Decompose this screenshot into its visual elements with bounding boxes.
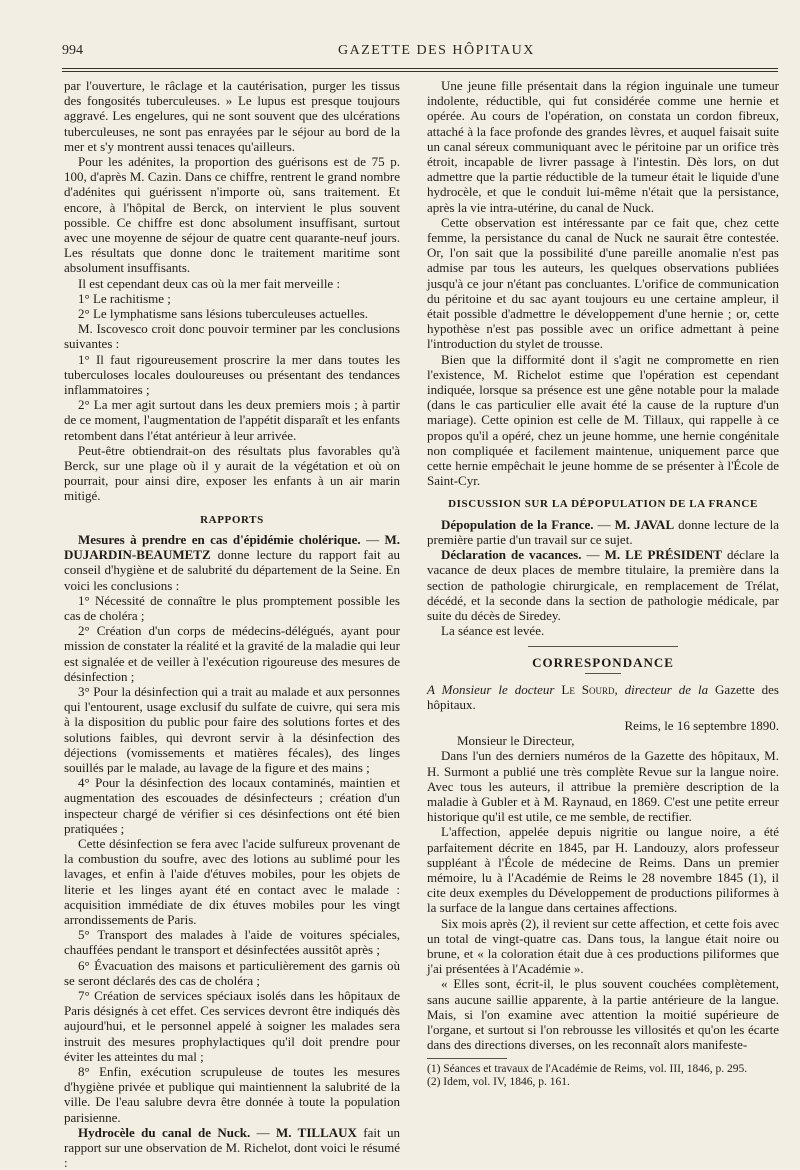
paragraph: La séance est levée. [441, 623, 545, 639]
paragraph: Il est cependant deux cas où la mer fait merveille : [78, 275, 341, 291]
list-item: 6° Évacuation des maisons et particulièrement des garnis où se seront déclarés des cas de choléra ; [64, 957, 400, 988]
paragraph: par l'ouverture, le râclage et la cautérisation, purger les tissus des fongosités tuberculeuses. » Le lupus est presque toujours aggravé. Les engelures, qui ne sont souvent que des ulcérations tuberculeuses, ne sont pas enrayées par le séjour au bord de la mer et s'y montrent aussi tenaces qu'ailleurs. [64, 78, 400, 154]
paragraph-text: fait un rapport sur une observation de M. Richelot, dont voici le résumé : [64, 1124, 400, 1170]
section-heading-rapports: RAPPORTS [200, 513, 264, 526]
paragraph: 2° La mer agit surtout dans les deux premiers mois ; à partir de ce moment, l'augmentation de l'appétit disparaît et les enfants retombent dans l'état antérieur à leur arrivée. [64, 397, 400, 443]
page-number: 994 [62, 43, 83, 58]
list-item: 4° Pour la désinfection des locaux contaminés, maintien et augmentation des escouades de désinfecteurs ; création d'un inspecteur chargé de vérifier si ces désinfections ont été bien pratiquées ; [64, 775, 400, 836]
footnote: (2) Idem, vol. IV, 1846, p. 161. [427, 1076, 570, 1089]
list-item: 2° Création d'un corps de médecins-délégués, ayant pour mission de constater la réalité et la gravité de la maladie qui leur est signalée et de veiller à l'exécution rigoureuse des mesures de désinfection ; [64, 623, 400, 684]
right-column [427, 78, 779, 1089]
list-item: 1° Nécessité de connaître le plus promptement possible les cas de choléra ; [64, 592, 400, 623]
paragraph: Peut-être obtiendrait-on des résultats plus favorables qu'à Berck, sur une plage où il y aurait de la végétation et où on pourrait, pour ainsi dire, exposer les enfants à un air marin mitigé. [64, 442, 400, 504]
letter-salutation: Monsieur le Directeur, [457, 733, 575, 749]
paragraph: Déclaration de vacances. — M. LE PRÉSIDENT déclare la vacance de deux places de membre titulaire, la première dans la section de pathologie chirurgicale, en remplacement de Trélat, décédé, et la seconde dans la section de pathologie médicale, par suite du décès de Siredey. [427, 547, 779, 623]
subsection-title: Dépopulation de la France. [441, 516, 594, 532]
paragraph: Une jeune fille présentait dans la région inguinale une tumeur indolente, réductible, qui fut considérée comme une hernie et opérée. Au cours de l'opération, on constata un cordon fibreux, attaché à la face profonde des grandes lèvres, et auquel faisait suite un canal séreux communiquant avec le péritoine par un orifice très étroit, incapable de livrer passage à l'intestin. Dès lors, on dut admettre que la partie réductible de la tumeur était le liquide d'une hydrocèle, et que le conduit lui-même n'était que la persistance, après la vie intra-utérine, du canal de Nuck. [427, 78, 779, 215]
list-item: 8° Enfin, exécution scrupuleuse de toutes les mesures d'hygiène privée et publique qui maintiennent la salubrité de la ville. De l'eau salubre devra être donnée à toute la population parisienne. [64, 1064, 400, 1125]
address-text: . [472, 696, 476, 712]
subsection-title: Déclaration de vacances. [441, 547, 582, 563]
address-text: , directeur de la [614, 681, 716, 697]
paragraph: « Elles sont, écrit-il, le plus souvent couchées complètement, sans aucune saillie apparente, à la partie antérieure de la langue. Mais, si l'on examine avec attention la moitié supérieure de l'organe, et surtout si l'on rebrousse les villosités et qu'on les écarte dans des directions diverses, on les reconnaît alors manifeste- [427, 976, 779, 1053]
left-column [64, 78, 400, 1170]
paragraph: Cette désinfection se fera avec l'acide sulfureux provenant de la combustion du soufre, avec des lotions au sublimé pour les lavages, et enfin à l'aide d'étuves mobiles, pour les objets de literie et les linges ayant été en contact avec le malade : acquisition immédiate de dix étuves mobiles pour les vingt arrondissements de Paris. [64, 835, 400, 927]
speaker-name: M. TILLAUX [276, 1124, 357, 1140]
short-rule [585, 673, 621, 674]
paragraph: L'affection, appelée depuis nigritie ou langue noire, a été parfaitement décrite en 1845, par H. Landouzy, alors professeur suppléant à l'École de médecine de Reims. Dans un premier mémoire, lu à l'Académie de Reims le 28 novembre 1845 (1), il cite deux exemples du Développement de productions piliformes à la surface de la langue dans certaines affections. [427, 824, 779, 916]
paragraph: 1° Il faut rigoureusement proscrire la mer dans toutes les tuberculoses locales douloureuses ou présentant des tendances inflammatoires ; [64, 351, 400, 398]
section-heading-correspondance: CORRESPONDANCE [532, 655, 674, 671]
list-item: 5° Transport des malades à l'aide de voitures spéciales, chauffées pendant le transport et désinfectées aussitôt après ; [64, 927, 400, 958]
speaker-name: M. DUJARDIN-BEAUMETZ [64, 531, 401, 563]
subsection-title: Hydrocèle du canal de Nuck. [78, 1124, 251, 1140]
paragraph-text: déclare la vacance de deux places de membre titulaire, la première dans la section de pathologie chirurgicale, en remplacement de Trélat, décédé, et la seconde dans la section de pathologie médicale, par suite du décès de Siredey. [427, 547, 779, 623]
paragraph: Dépopulation de la France. — M. JAVAL donne lecture de la première partie d'un travail sur ce sujet. [427, 516, 779, 547]
paragraph: Six mois après (2), il revient sur cette affection, et cette fois avec un total de vingt-quatre cas. Dans tous, la langue était noire ou brune, et « la coloration était due à ces productions piliformes que j'ai présentées à l'Académie ». [427, 915, 779, 977]
paragraph-text: donne lecture du rapport fait au conseil d'hygiène et de salubrité du département de la Seine. En voici les conclusions : [64, 547, 400, 593]
address-text: A Monsieur le docteur [427, 681, 562, 697]
journal-title: GAZETTE DES HÔPITAUX [338, 43, 535, 58]
paragraph-text: donne lecture de la première partie d'un travail sur ce sujet. [427, 516, 779, 547]
letter-date: Reims, le 16 septembre 1890. [624, 717, 779, 733]
paragraph: 2° Le lymphatisme sans lésions tuberculeuses actuelles. [78, 306, 369, 322]
paragraph: M. Iscovesco croit donc pouvoir terminer par les conclusions suivantes : [64, 321, 400, 352]
header-rule-double [62, 71, 778, 72]
list-item: 3° Pour la désinfection qui a trait au malade et aux personnes qui l'entourent, usage exclusif du sulfate de cuivre, qui sera mis à la disposition du public pour faire des solutions fortes et des solutions faibles, qui devront servir à la désinfection des déjections (vomissements et matières fécales), des linges souillés par le malade, au lavage de la figure et des mains ; [64, 683, 400, 775]
footnote: (1) Séances et travaux de l'Académie de Reims, vol. III, 1846, p. 295. [427, 1063, 748, 1076]
subsection-title: Mesures à prendre en cas d'épidémie cholérique. [78, 531, 361, 547]
speaker-name: M. LE PRÉSIDENT [604, 547, 722, 563]
footnote-rule [427, 1058, 507, 1059]
paragraph: Bien que la difformité dont il s'agit ne compromette en rien l'existence, M. Richelot estime que l'opération est cependant indiquée, lorsque sa présence est une gêne notable pour la malade (dans le cas particulier elle avait été la cause de la rupture d'un mariage). Cette opinion est celle de M. Tillaux, qui rappelle à ce propos qu'il a opéré, chez un jeune homme, une hernie congénitale non compliquée et facilement maintenue, uniquement parce que cette hernie empêchait le jeune homme de se présenter à l'École de Saint-Cyr. [427, 351, 779, 489]
list-item: 7° Création de services spéciaux isolés dans les hôpitaux de Paris désignés à cet effet. Ces services devront être indiqués dès aujourd'hui, et le personnel appelé à soigner les malades sera instruit des mesures prophylactiques qu'il doit prendre pour éviter les atteintes du mal ; [64, 987, 400, 1064]
section-separator [528, 646, 678, 647]
speaker-name: M. JAVAL [614, 516, 675, 532]
running-header [62, 43, 778, 63]
paragraph: Mesures à prendre en cas d'épidémie cholérique. — M. DUJARDIN-BEAUMETZ donne lecture du rapport fait au conseil d'hygiène et de salubrité du département de la Seine. En voici les conclusions : [64, 531, 401, 593]
paragraph: Dans l'un des derniers numéros de la Gazette des hôpitaux, M. H. Surmont a publié une très complète Revue sur la langue noire. Avec tous les auteurs, il attribue la première description de la maladie à Gubler et à M. Raynaud, en 1869. C'est une petite erreur historique qu'il est utile, ce me semble, de rectifier. [427, 748, 779, 825]
addressee-name: Le Sourd [561, 681, 615, 697]
paragraph: Hydrocèle du canal de Nuck. — M. TILLAUX fait un rapport sur une observation de M. Richelot, dont voici le résumé : [64, 1124, 400, 1170]
paragraph: Pour les adénites, la proportion des guérisons est de 75 p. 100, d'après M. Cazin. Dans ce chiffre, rentrent le grand nombre d'adénites qui guérissent n'importe où, sans traitement. Et encore, à l'hôpital de Berck, on intervient le plus souvent possible. Ce chiffre est donc absolument insuffisant, surtout avec une moyenne de séjour de quatre cent quarante-neuf jours. Les résultats que donne donc le traitement maritime sont absolument insuffisants. [64, 154, 400, 276]
journal-name: Gazette des hôpitaux [427, 681, 779, 712]
paragraph: 1° Le rachitisme ; [78, 290, 171, 306]
header-rule [62, 68, 778, 69]
section-heading-discussion: DISCUSSION SUR LA DÉPOPULATION DE LA FRANCE [448, 498, 758, 511]
paragraph: Cette observation est intéressante par ce fait que, chez cette femme, la persistance du canal de Nuck ne saurait être contestée. Or, l'on sait que la possibilité d'une pareille anomalie n'est pas admise par tous les auteurs, les quelques observations publiées jusqu'à ce jour n'étant pas concluantes. L'orifice de communication du péritoine et du sac ayant toujours eu une certaine ampleur, il était possible d'admettre le développement d'une hernie ; or, cette hypothèse n'est pas possible avec un orifice admettant à peine l'introduction du stylet de trousse. [427, 214, 779, 352]
letter-address [427, 682, 779, 712]
